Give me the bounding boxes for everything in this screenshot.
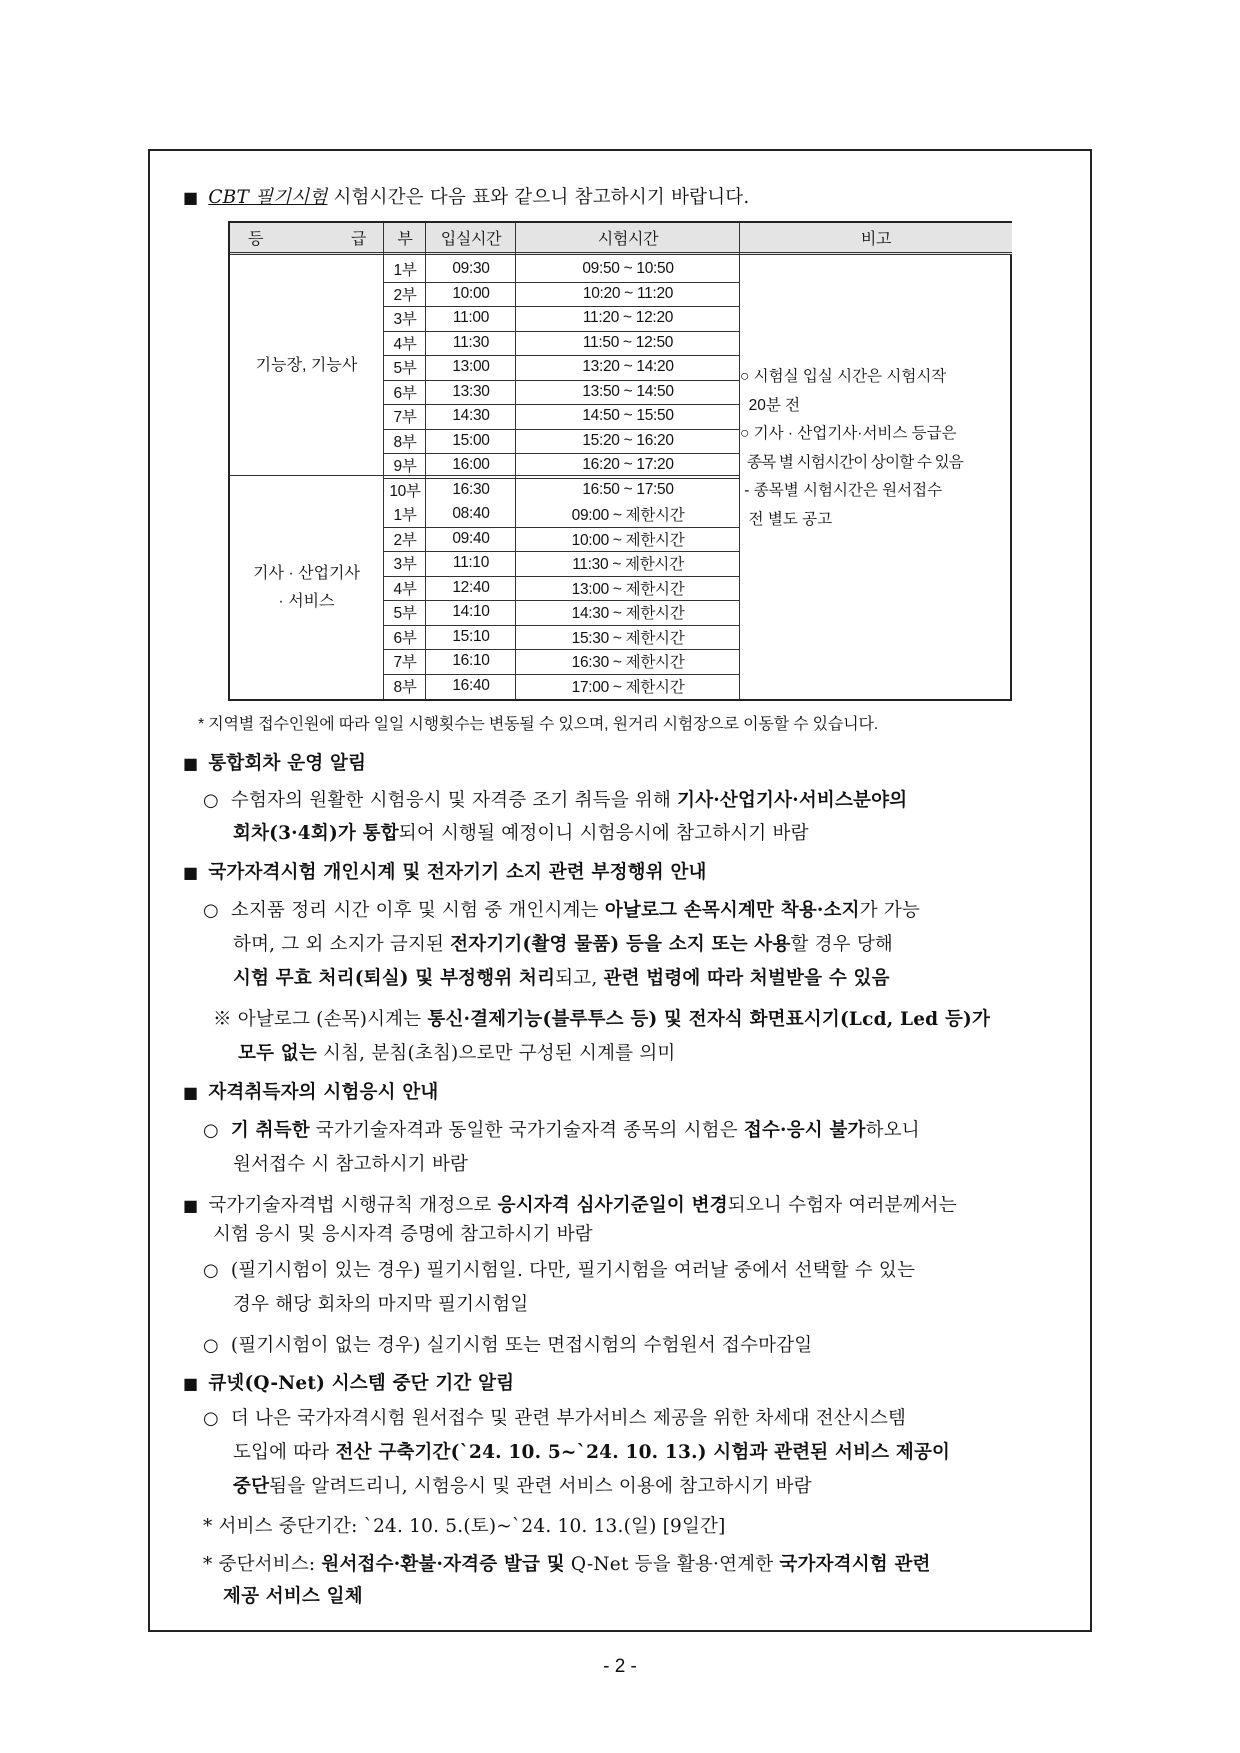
merge-title: 통합회차 운영 알림 bbox=[208, 753, 367, 774]
watch-line-3: 시험 무효 처리(퇴실) 및 부정행위 처리되고, 관련 법령에 따라 처벌받을 수 있음 bbox=[233, 968, 890, 989]
merge-line-2: 회차(3·4회)가 통합되어 시행될 예정이니 시험응시에 참고하시기 바람 bbox=[233, 823, 809, 844]
remark-line: ○ 시험실 입실 시간은 시험시작 bbox=[740, 368, 947, 385]
cell-entry-time: 11:30 bbox=[452, 333, 490, 351]
row-divider bbox=[384, 576, 740, 577]
circle-bullet-icon: ○ bbox=[203, 790, 219, 811]
row-divider bbox=[384, 331, 740, 332]
row-divider bbox=[384, 380, 740, 381]
remark-line: 20분 전 bbox=[740, 396, 801, 414]
cell-entry-time: 14:10 bbox=[452, 603, 490, 621]
cell-entry-time: 12:40 bbox=[452, 578, 490, 596]
qnet-title: 큐넷(Q-Net) 시스템 중단 기간 알림 bbox=[208, 1373, 515, 1394]
section-qnet-heading bbox=[183, 1369, 514, 1395]
holder-line-2: 원서접수 시 참고하시기 바람 bbox=[233, 1154, 469, 1175]
page-number: - 2 - bbox=[603, 1656, 637, 1677]
section-rule-heading: ■ 국가기술자격법 시행규칙 개정으로 응시자격 심사기준일이 변경되오니 수험자 여러분께서는 bbox=[183, 1195, 957, 1216]
cell-part: 1부 bbox=[393, 507, 417, 525]
exam-schedule-table bbox=[228, 221, 1012, 701]
cell-entry-time: 09:40 bbox=[452, 529, 490, 547]
grade-group-2: 기사 · 산업기사 · 서비스 bbox=[253, 564, 360, 610]
square-bullet-icon: ■ bbox=[183, 754, 199, 773]
qnet-line-3: 중단됨을 알려드리니, 시험응시 및 관련 서비스 이용에 참고하시기 바람 bbox=[233, 1476, 812, 1497]
cell-part: 1부 bbox=[393, 262, 417, 280]
cell-exam-time: 16:30 ~ 제한시간 bbox=[571, 654, 685, 672]
qnet-note-1: * 서비스 중단기간: `24. 10. 5.(토)~`24. 10. 13.(일) [9일간] bbox=[203, 1516, 726, 1537]
cell-part: 3부 bbox=[393, 556, 417, 574]
header-part: 부 bbox=[384, 223, 426, 255]
cell-exam-time: 09:00 ~ 제한시간 bbox=[571, 507, 685, 525]
rule-bullet-2: ○ (필기시험이 없는 경우) 실기시험 또는 면접시험의 수험원서 접수마감일 bbox=[203, 1335, 813, 1356]
cell-entry-time: 10:00 bbox=[452, 284, 490, 302]
cell-part: 6부 bbox=[393, 629, 417, 647]
cell-exam-time: 15:20 ~ 16:20 bbox=[582, 431, 674, 449]
row-divider bbox=[384, 282, 740, 283]
remark-line: - 종목별 시험시간은 원서접수 bbox=[740, 482, 943, 499]
cell-exam-time: 11:20 ~ 12:20 bbox=[582, 309, 674, 327]
circle-bullet-icon: ○ bbox=[203, 1335, 219, 1356]
cell-part: 9부 bbox=[393, 458, 417, 476]
table-footnote: * 지역별 접수인원에 따라 일일 시행횟수는 변동될 수 있으며, 원거리 시험장으로 이동할 수 있습니다. bbox=[198, 716, 878, 733]
cell-part: 2부 bbox=[393, 286, 417, 304]
cell-part: 8부 bbox=[393, 433, 417, 451]
section-cbt-heading bbox=[183, 183, 749, 209]
qnet-note-3: 제공 서비스 일체 bbox=[223, 1586, 363, 1607]
circle-bullet-icon: ○ bbox=[203, 900, 219, 921]
header-remarks: 비고 bbox=[740, 223, 1012, 255]
qnet-line-2: 도입에 따라 전산 구축기간(`24. 10. 5~`24. 10. 13.) 시험과 관련된 서비스 제공이 bbox=[233, 1442, 951, 1463]
cell-exam-time: 09:50 ~ 10:50 bbox=[582, 260, 674, 278]
cell-entry-time: 11:00 bbox=[452, 309, 490, 327]
cell-exam-time: 11:30 ~ 제한시간 bbox=[572, 556, 684, 574]
cell-exam-time: 14:30 ~ 제한시간 bbox=[571, 605, 685, 623]
row-divider bbox=[384, 674, 740, 675]
circle-bullet-icon: ○ bbox=[203, 1120, 219, 1141]
cell-exam-time: 13:20 ~ 14:20 bbox=[582, 358, 674, 376]
watch-note-1: ※ 아날로그 (손목)시계는 통신·결제기능(블루투스 등) 및 전자식 화면표시기(Lcd, Led 등)가 bbox=[213, 1009, 991, 1030]
cbt-title-rest: 시험시간은 다음 표와 같으니 참고하시기 바랍니다. bbox=[327, 187, 750, 208]
circle-bullet-icon: ○ bbox=[203, 1408, 219, 1429]
holder-title: 자격취득자의 시험응시 안내 bbox=[208, 1082, 439, 1103]
cell-part: 8부 bbox=[393, 678, 417, 696]
cell-entry-time: 11:10 bbox=[452, 554, 490, 572]
cell-exam-time: 16:20 ~ 17:20 bbox=[582, 456, 674, 474]
row-divider bbox=[384, 355, 740, 356]
cell-entry-time: 16:00 bbox=[452, 456, 490, 474]
watch-line-2: 하며, 그 외 소지가 금지된 전자기기(촬영 물품) 등을 소지 또는 사용할 경우 당해 bbox=[233, 934, 893, 955]
row-divider bbox=[384, 429, 740, 430]
remark-line: ○ 기사 · 산업기사·서비스 등급은 bbox=[740, 425, 957, 442]
square-bullet-icon: ■ bbox=[183, 188, 199, 207]
qnet-line-1: ○ 더 나은 국가자격시험 원서접수 및 관련 부가서비스 제공을 위한 차세대 전산시스템 bbox=[203, 1408, 907, 1429]
cell-entry-time: 09:30 bbox=[452, 260, 490, 278]
row-divider bbox=[384, 625, 740, 626]
cell-part: 3부 bbox=[393, 311, 417, 329]
cell-part: 7부 bbox=[393, 409, 417, 427]
cell-entry-time: 15:10 bbox=[452, 627, 490, 645]
section-merge-heading bbox=[183, 749, 366, 775]
qnet-note-2: * 중단서비스: 원서접수·환불·자격증 발급 및 Q-Net 등을 활용·연계한 국가자격시험 관련 bbox=[203, 1554, 931, 1575]
square-bullet-icon: ■ bbox=[183, 863, 199, 882]
remark-line: 종목 별 시험시간이 상이할 수 있음 bbox=[740, 453, 963, 471]
row-divider bbox=[384, 453, 740, 454]
cell-part: 4부 bbox=[393, 580, 417, 598]
cell-exam-time: 14:50 ~ 15:50 bbox=[582, 407, 674, 425]
row-divider bbox=[384, 600, 740, 601]
cell-part: 6부 bbox=[393, 384, 417, 402]
header-grade: 등 급 bbox=[230, 223, 384, 255]
cell-exam-time: 13:50 ~ 14:50 bbox=[582, 382, 674, 400]
square-bullet-icon: ■ bbox=[183, 1374, 199, 1393]
watch-line-1: ○ 소지품 정리 시간 이후 및 시험 중 개인시계는 아날로그 손목시계만 착용·소지가 가능 bbox=[203, 900, 920, 921]
cell-entry-time: 15:00 bbox=[452, 431, 490, 449]
cell-exam-time: 15:30 ~ 제한시간 bbox=[571, 629, 685, 647]
cell-entry-time: 13:30 bbox=[452, 382, 490, 400]
cell-entry-time: 13:00 bbox=[452, 358, 490, 376]
grade-group-1: 기능장, 기능사 bbox=[255, 357, 358, 374]
cell-entry-time: 14:30 bbox=[452, 407, 490, 425]
cell-entry-time: 16:40 bbox=[452, 676, 490, 694]
section-holder-heading bbox=[183, 1078, 438, 1104]
rule-bullet-1: ○ (필기시험이 있는 경우) 필기시험일. 다만, 필기시험을 여러날 중에서 선택할 수 있는 bbox=[203, 1260, 916, 1281]
cell-exam-time: 17:00 ~ 제한시간 bbox=[571, 678, 685, 696]
cell-entry-time: 08:40 bbox=[452, 505, 490, 523]
cell-exam-time: 10:20 ~ 11:20 bbox=[582, 284, 674, 302]
cell-entry-time: 16:30 bbox=[452, 480, 490, 498]
row-divider bbox=[384, 649, 740, 650]
holder-line-1: ○ 기 취득한 국가기술자격과 동일한 국가기술자격 종목의 시험은 접수·응시 불가하오니 bbox=[203, 1120, 920, 1141]
circle-bullet-icon: ○ bbox=[203, 1260, 219, 1281]
cell-exam-time: 16:50 ~ 17:50 bbox=[582, 480, 674, 498]
section-watch-heading bbox=[183, 858, 707, 884]
cell-exam-time: 10:00 ~ 제한시간 bbox=[571, 531, 685, 549]
row-divider bbox=[384, 404, 740, 405]
square-bullet-icon: ■ bbox=[183, 1196, 199, 1215]
cell-part: 10부 bbox=[389, 482, 421, 500]
rule-bullet-1-cont: 경우 해당 회차의 마지막 필기시험일 bbox=[233, 1294, 529, 1315]
watch-note-2: 모두 없는 시침, 분침(초침)으로만 구성된 시계를 의미 bbox=[238, 1043, 676, 1064]
remarks-cell bbox=[740, 363, 1010, 534]
cell-part: 4부 bbox=[393, 335, 417, 353]
cell-part: 5부 bbox=[393, 605, 417, 623]
square-bullet-icon: ■ bbox=[183, 1083, 199, 1102]
cell-exam-time: 13:00 ~ 제한시간 bbox=[571, 580, 685, 598]
watch-title: 국가자격시험 개인시계 및 전자기기 소지 관련 부정행위 안내 bbox=[208, 862, 707, 883]
row-divider bbox=[384, 306, 740, 307]
header-entry-time: 입실시간 bbox=[426, 223, 516, 255]
remark-line: 전 별도 공고 bbox=[740, 510, 833, 528]
cell-part: 7부 bbox=[393, 654, 417, 672]
cbt-title: CBT 필기시험 bbox=[208, 187, 328, 208]
row-divider bbox=[384, 478, 740, 479]
cell-part: 2부 bbox=[393, 531, 417, 549]
header-exam-time: 시험시간 bbox=[516, 223, 740, 255]
cell-part: 5부 bbox=[393, 360, 417, 378]
cell-exam-time: 11:50 ~ 12:50 bbox=[582, 333, 674, 351]
cell-entry-time: 16:10 bbox=[452, 652, 490, 670]
row-divider bbox=[384, 527, 740, 528]
rule-line-2: 시험 응시 및 응시자격 증명에 참고하시기 바람 bbox=[213, 1224, 593, 1245]
row-divider bbox=[384, 551, 740, 552]
merge-line-1: ○ 수험자의 원활한 시험응시 및 자격증 조기 취득을 위해 기사·산업기사·서비스분야의 bbox=[203, 790, 908, 811]
